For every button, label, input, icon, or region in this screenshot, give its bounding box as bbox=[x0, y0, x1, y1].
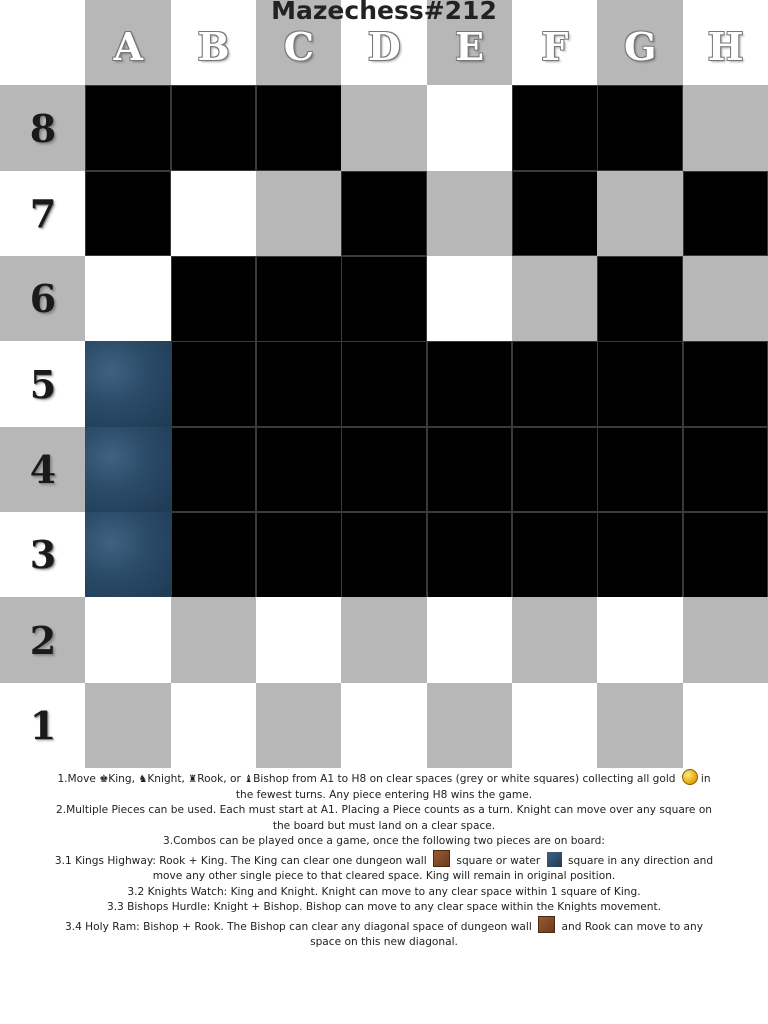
rule-3-1-text-b: square or water bbox=[453, 854, 544, 867]
rule-3-1-text-c: square in any direction and move any other single piece to that cleared space. King will remain in original position. bbox=[152, 854, 714, 882]
square-e5-wall[interactable] bbox=[427, 341, 513, 427]
square-a1-grey[interactable] bbox=[85, 683, 171, 769]
square-f1-white[interactable] bbox=[512, 683, 598, 769]
row-label-3: 3 bbox=[0, 512, 86, 598]
column-label-b: B bbox=[171, 0, 257, 86]
bishop-icon: ♝ bbox=[244, 774, 254, 785]
square-b6-wall[interactable] bbox=[171, 256, 257, 342]
square-e6-white[interactable] bbox=[427, 256, 513, 342]
square-f2-grey[interactable] bbox=[512, 597, 598, 683]
square-g1-grey[interactable] bbox=[597, 683, 683, 769]
square-b2-grey[interactable] bbox=[171, 597, 257, 683]
square-d2-grey[interactable] bbox=[341, 597, 427, 683]
square-c4-wall[interactable] bbox=[256, 427, 342, 513]
rule-1-text-e: Bishop from A1 to H8 on clear spaces (grey or white squares) collecting all gold bbox=[253, 773, 679, 785]
square-f4-wall[interactable] bbox=[512, 427, 598, 513]
rules-text bbox=[50, 769, 718, 951]
square-d7-wall[interactable] bbox=[341, 171, 427, 257]
rule-3-4-text-a: 3.4 Holy Ram: Bishop + Rook. The Bishop can clear any diagonal space of dungeon wall bbox=[64, 920, 536, 933]
square-b7-white[interactable] bbox=[171, 171, 257, 257]
row-label-7: 7 bbox=[0, 171, 86, 257]
row-label-1: 1 bbox=[0, 683, 86, 769]
square-g3-wall[interactable] bbox=[597, 512, 683, 598]
rook-icon: ♜ bbox=[188, 774, 198, 785]
square-b4-wall[interactable] bbox=[171, 427, 257, 513]
square-d4-wall[interactable] bbox=[341, 427, 427, 513]
square-e1-grey[interactable] bbox=[427, 683, 513, 769]
square-f6-grey[interactable] bbox=[512, 256, 598, 342]
rule-2: 2.Multiple Pieces can be used. Each must start at A1. Placing a Piece counts as a turn. Knight can move over any square on the board but must land on a clear space. bbox=[55, 804, 713, 832]
column-label-e: E bbox=[427, 0, 513, 86]
square-g5-wall[interactable] bbox=[597, 341, 683, 427]
square-h6-grey[interactable] bbox=[683, 256, 768, 342]
square-g8-wall[interactable] bbox=[597, 85, 683, 171]
puzzle-title: Mazechess#212 bbox=[271, 0, 497, 25]
gold-icon bbox=[682, 769, 698, 785]
square-d5-wall[interactable] bbox=[341, 341, 427, 427]
square-e8-white[interactable] bbox=[427, 85, 513, 171]
square-a2-white[interactable] bbox=[85, 597, 171, 683]
square-h3-wall[interactable] bbox=[683, 512, 768, 598]
rule-3-2: 3.2 Knights Watch: King and Knight. Knight can move to any clear space within 1 square of King. bbox=[127, 885, 641, 898]
square-e7-grey[interactable] bbox=[427, 171, 513, 257]
rule-1-text-d: Rook, or bbox=[197, 773, 245, 785]
square-f7-wall[interactable] bbox=[512, 171, 598, 257]
knight-icon: ♞ bbox=[138, 774, 148, 785]
square-h5-wall[interactable] bbox=[683, 341, 768, 427]
square-d8-grey[interactable] bbox=[341, 85, 427, 171]
king-icon: ♚ bbox=[99, 774, 109, 785]
square-c6-wall[interactable] bbox=[256, 256, 342, 342]
square-b3-wall[interactable] bbox=[171, 512, 257, 598]
rule-1-text-f: in the fewest turns. Any piece entering H8 wins the game. bbox=[235, 773, 711, 801]
square-a6-white[interactable] bbox=[85, 256, 171, 342]
square-g6-wall[interactable] bbox=[597, 256, 683, 342]
rule-1-text-c: Knight, bbox=[147, 773, 189, 785]
column-label-d: D bbox=[341, 0, 427, 86]
square-d3-wall[interactable] bbox=[341, 512, 427, 598]
square-d1-white[interactable] bbox=[341, 683, 427, 769]
square-e4-wall[interactable] bbox=[427, 427, 513, 513]
rule-3-3: 3.3 Bishops Hurdle: Knight + Bishop. Bishop can move to any clear space within the Knights movement. bbox=[106, 901, 662, 913]
row-label-2: 2 bbox=[0, 597, 86, 683]
square-e2-white[interactable] bbox=[427, 597, 513, 683]
square-h4-wall[interactable] bbox=[683, 427, 768, 513]
square-f5-wall[interactable] bbox=[512, 341, 598, 427]
row-label-4: 4 bbox=[0, 427, 86, 513]
square-a4-water[interactable] bbox=[85, 427, 171, 513]
square-h1-white[interactable] bbox=[683, 683, 768, 769]
rule-3-4 bbox=[50, 916, 718, 951]
square-b1-white[interactable] bbox=[171, 683, 257, 769]
rule-3-1 bbox=[50, 850, 718, 885]
square-g7-grey[interactable] bbox=[597, 171, 683, 257]
row-label-6: 6 bbox=[0, 256, 86, 342]
rule-3-1-text-a: 3.1 Kings Highway: Rook + King. The King can clear one dungeon wall bbox=[54, 854, 431, 867]
square-f3-wall[interactable] bbox=[512, 512, 598, 598]
column-label-g: G bbox=[597, 0, 683, 86]
square-a3-water[interactable] bbox=[85, 512, 171, 598]
square-c7-grey[interactable] bbox=[256, 171, 342, 257]
rule-3-4-text-b: and Rook can move to any space on this new diagonal. bbox=[310, 920, 704, 948]
square-c2-white[interactable] bbox=[256, 597, 342, 683]
rule-1 bbox=[50, 769, 718, 803]
square-a5-water[interactable] bbox=[85, 341, 171, 427]
square-d6-wall[interactable] bbox=[341, 256, 427, 342]
square-c3-wall[interactable] bbox=[256, 512, 342, 598]
square-g4-wall[interactable] bbox=[597, 427, 683, 513]
square-h2-grey[interactable] bbox=[683, 597, 768, 683]
square-c8-wall[interactable] bbox=[256, 85, 342, 171]
square-g2-white[interactable] bbox=[597, 597, 683, 683]
column-label-c: C bbox=[256, 0, 342, 86]
column-label-f: F bbox=[512, 0, 598, 86]
column-label-a: A bbox=[85, 0, 171, 86]
square-h8-grey[interactable] bbox=[683, 85, 768, 171]
square-c5-wall[interactable] bbox=[256, 341, 342, 427]
rule-1-text-b: King, bbox=[108, 773, 139, 785]
dungeon-wall-icon bbox=[433, 850, 450, 867]
square-b8-wall[interactable] bbox=[171, 85, 257, 171]
square-b5-wall[interactable] bbox=[171, 341, 257, 427]
row-label-8: 8 bbox=[0, 85, 86, 171]
square-a7-wall[interactable] bbox=[85, 171, 171, 257]
dungeon-wall-icon bbox=[538, 916, 555, 933]
column-label-h: H bbox=[683, 0, 768, 86]
square-c1-grey[interactable] bbox=[256, 683, 342, 769]
square-a8-wall[interactable] bbox=[85, 85, 171, 171]
square-h7-wall[interactable] bbox=[683, 171, 768, 257]
water-icon bbox=[547, 852, 562, 867]
rule-3: 3.Combos can be played once a game, once the following two pieces are on board: bbox=[163, 835, 605, 847]
rule-1-text-a: 1.Move bbox=[57, 773, 100, 785]
square-f8-wall[interactable] bbox=[512, 85, 598, 171]
row-label-5: 5 bbox=[0, 341, 86, 427]
square-e3-wall[interactable] bbox=[427, 512, 513, 598]
